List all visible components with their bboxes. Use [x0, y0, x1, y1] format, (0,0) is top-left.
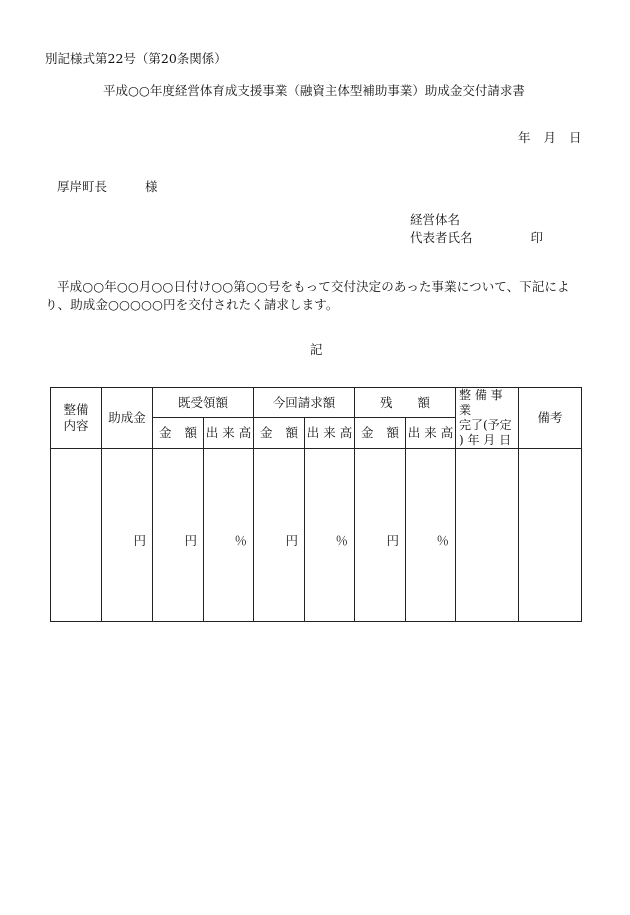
sub-progress-current: 出 来 高 [305, 418, 355, 449]
header-content-line2: 内容 [63, 418, 89, 433]
header-remarks: 備考 [519, 388, 582, 449]
header-remaining: 残 額 [355, 388, 456, 418]
header-completion-date [456, 388, 519, 449]
addressee-name: 厚岸町長 [57, 179, 108, 194]
cell-completion-date[interactable] [456, 449, 519, 622]
cell-remaining-progress[interactable]: ％ [406, 449, 456, 622]
ki-heading: 記 [310, 342, 323, 357]
header-subsidy: 助成金 [102, 388, 153, 449]
completion-line2: 完了(予定 [459, 418, 512, 432]
date-month: 月 [543, 130, 557, 145]
cell-received-progress[interactable]: ％ [204, 449, 254, 622]
header-content [51, 388, 102, 449]
date-day: 日 [569, 130, 582, 145]
form-number: 別記様式第22号（第20条関係） [45, 51, 227, 66]
cell-current-amount[interactable]: 円 [254, 449, 305, 622]
representative-line [410, 232, 543, 245]
cell-current-progress[interactable]: ％ [305, 449, 355, 622]
sub-amount-received: 金 額 [153, 418, 204, 449]
date-year: 年 [518, 130, 531, 145]
sub-amount-current: 金 額 [254, 418, 305, 449]
sub-progress-remaining: 出 来 高 [406, 418, 456, 449]
cell-subsidy[interactable]: 円 [102, 449, 153, 622]
cell-content[interactable] [51, 449, 102, 622]
business-name-label: 経営体名 [410, 212, 461, 227]
completion-line3: ) 年 月 日 [459, 433, 512, 447]
seal-mark: 印 [530, 230, 544, 245]
addressee [57, 181, 158, 194]
document-title: 平成○○年度経営体育成支援事業（融資主体型補助事業）助成金交付請求書 [103, 83, 525, 98]
cell-received-amount[interactable]: 円 [153, 449, 204, 622]
completion-line1: 整 備 事 業 [459, 388, 503, 417]
cell-remarks[interactable] [519, 449, 582, 622]
request-table [50, 387, 582, 622]
sub-progress-received: 出 来 高 [204, 418, 254, 449]
request-body-text: 平成○○年○○月○○日付け○○第○○号をもって交付決定のあった事業について、下記により、助成金○○○○○円を交付されたく請求します。 [45, 279, 570, 312]
addressee-honorific: 様 [145, 179, 158, 194]
header-content-line1: 整備 [63, 402, 89, 418]
cell-remaining-amount[interactable]: 円 [355, 449, 406, 622]
representative-label: 代表者氏名 [410, 230, 473, 245]
date-line [518, 132, 582, 145]
header-current-request: 今回請求額 [254, 388, 355, 418]
sub-amount-remaining: 金 額 [355, 418, 406, 449]
header-received: 既受領額 [153, 388, 254, 418]
